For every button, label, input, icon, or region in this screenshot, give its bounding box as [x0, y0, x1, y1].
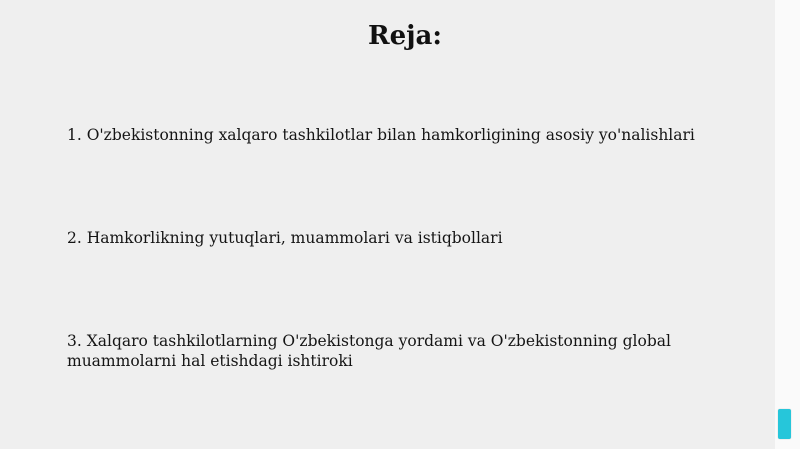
slide-title: Reja:: [367, 21, 442, 51]
plan-item-2: 2. Hamkorlikning yutuqlari, muammolari va istiqbollari: [67, 229, 503, 247]
scrollbar-thumb[interactable]: [778, 409, 791, 439]
plan-item-1: 1. O'zbekistonning xalqaro tashkilotlar bilan hamkorligining asosiy yo'nalishlari: [67, 126, 695, 144]
plan-item-3: 3. Xalqaro tashkilotlarning O'zbekistonga yordami va O'zbekistonning global muammolarni hal etishdagi ishtiroki: [67, 332, 671, 370]
scrollbar-track[interactable]: [775, 0, 800, 449]
